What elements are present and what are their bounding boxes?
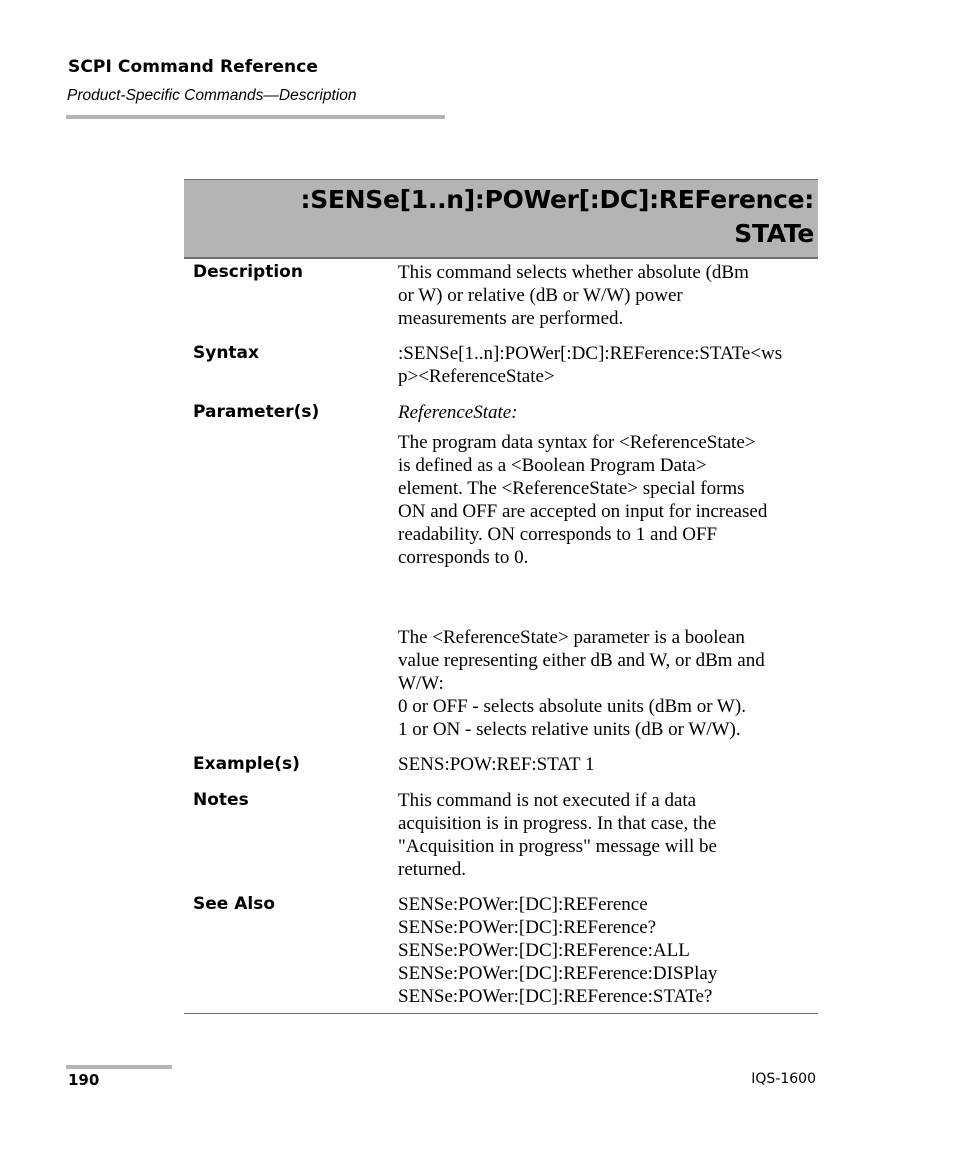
table-bottom-rule [184, 1013, 818, 1014]
section-subtitle: Product-Specific Commands—Description [67, 87, 357, 104]
description-text [398, 261, 818, 330]
see-also-list [398, 893, 818, 1008]
parameter-line: value representing either dB and W, or dBm and [398, 650, 765, 671]
parameter-line: corresponds to 0. [398, 547, 529, 568]
see-also-label: See Also [193, 894, 276, 914]
syntax-text [398, 342, 818, 388]
syntax-line: p><ReferenceState> [398, 366, 555, 387]
parameter-name: ReferenceState: [398, 402, 518, 423]
notes-line: acquisition is in progress. In that case, the [398, 813, 717, 834]
see-also-item: SENSe:POWer:[DC]:REFerence:ALL [398, 940, 690, 961]
description-line: This command selects whether absolute (dBm [398, 262, 749, 283]
example-line: SENS:POW:REF:STAT 1 [398, 754, 595, 775]
parameter-paragraph-1 [398, 431, 818, 569]
page-number: 190 [68, 1071, 100, 1089]
parameter-line: ON and OFF are accepted on input for increased [398, 501, 768, 522]
command-title-line-2: STATe [734, 219, 814, 248]
parameter-line: 1 or ON - selects relative units (dB or W/W). [398, 719, 741, 740]
command-title [301, 183, 815, 251]
notes-label: Notes [193, 790, 249, 810]
command-title-box [184, 179, 818, 259]
examples-label: Example(s) [193, 754, 300, 774]
header-divider [66, 115, 445, 119]
notes-line: returned. [398, 859, 467, 880]
notes-text [398, 789, 818, 881]
footer-divider [66, 1065, 172, 1069]
parameter-line: is defined as a <Boolean Program Data> [398, 455, 707, 476]
description-line: or W) or relative (dB or W/W) power [398, 285, 683, 306]
description-label: Description [193, 262, 303, 282]
see-also-item: SENSe:POWer:[DC]:REFerence [398, 894, 648, 915]
notes-line: "Acquisition in progress" message will be [398, 836, 717, 857]
product-name: IQS-1600 [751, 1071, 816, 1087]
parameter-line: The <ReferenceState> parameter is a boolean [398, 627, 745, 648]
see-also-item: SENSe:POWer:[DC]:REFerence:DISPlay [398, 963, 718, 984]
command-title-line-1: :SENSe[1..n]:POWer[:DC]:REFerence: [300, 185, 814, 214]
see-also-item: SENSe:POWer:[DC]:REFerence? [398, 917, 657, 938]
see-also-item: SENSe:POWer:[DC]:REFerence:STATe? [398, 986, 713, 1007]
description-line: measurements are performed. [398, 308, 624, 329]
parameter-line: readability. ON corresponds to 1 and OFF [398, 524, 718, 545]
examples-text [398, 753, 818, 776]
notes-line: This command is not executed if a data [398, 790, 697, 811]
parameter-line: element. The <ReferenceState> special forms [398, 478, 745, 499]
parameters-label: Parameter(s) [193, 402, 320, 422]
syntax-label: Syntax [193, 343, 259, 363]
parameter-paragraph-2 [398, 626, 818, 741]
parameter-line: W/W: [398, 673, 444, 694]
parameter-line: 0 or OFF - selects absolute units (dBm or W). [398, 696, 746, 717]
parameter-line: The program data syntax for <ReferenceState> [398, 432, 756, 453]
section-title: SCPI Command Reference [68, 57, 319, 77]
syntax-line: :SENSe[1..n]:POWer[:DC]:REFerence:STATe<ws [398, 343, 783, 364]
